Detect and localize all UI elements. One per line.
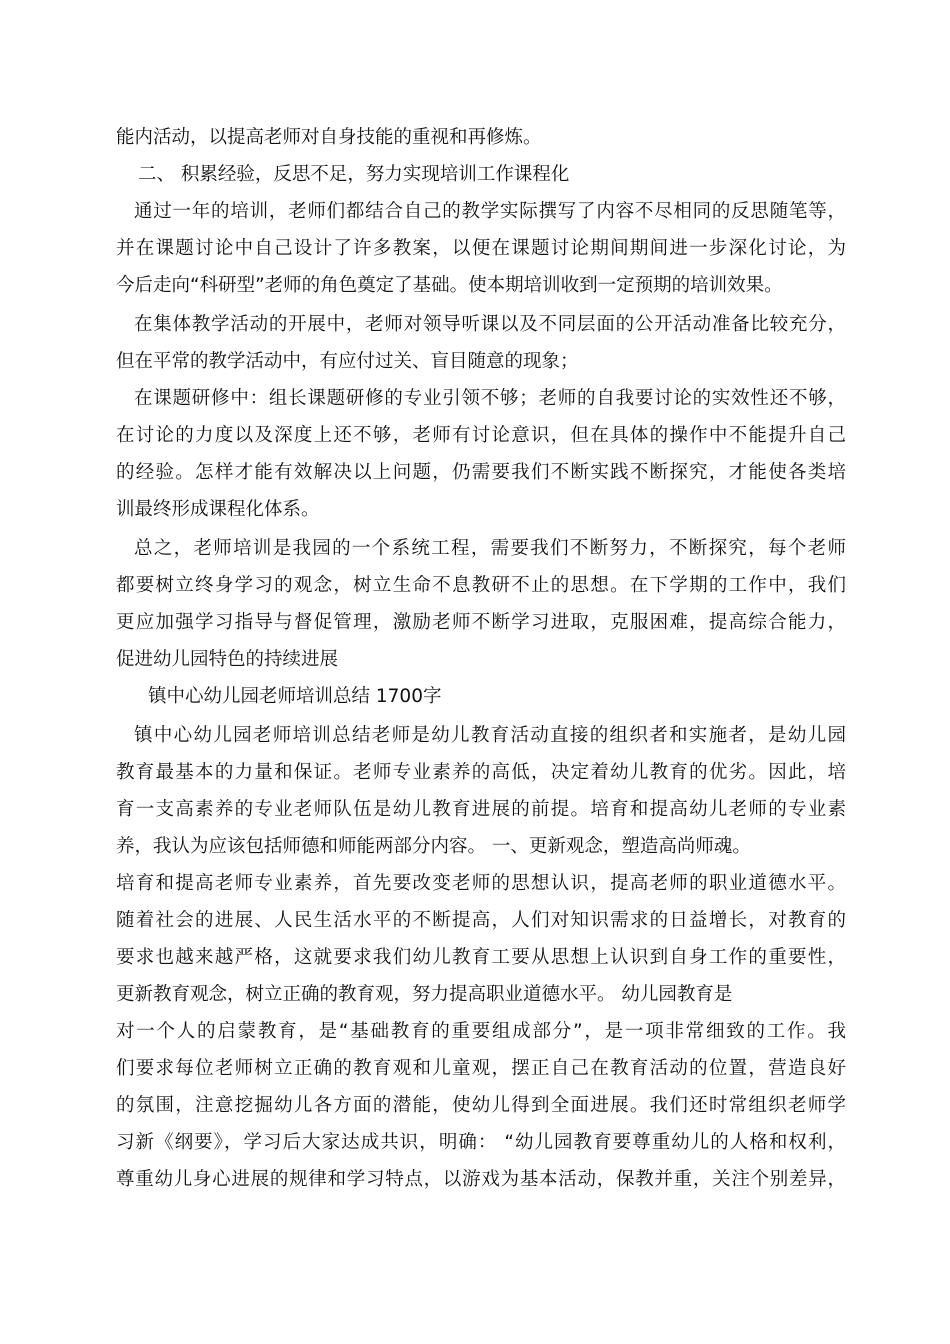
text-line: 并在课题讨论中自己设计了许多教案，以便在课题讨论期间期间进一步深化讨论，为 [116, 238, 846, 259]
text-line: 的经验。怎样才能有效解决以上问题，仍需要我们不断实践不断探究，才能使各类培 [116, 462, 846, 483]
text-line: 总之，老师培训是我园的一个系统工程，需要我们不断努力，不断探究，每个老师 [134, 538, 846, 559]
text-line: 随着社会的进展、人民生活水平的不断提高，人们对知识需求的日益增长，对教育的 [116, 910, 846, 931]
text-line: 习新《纲要》，学习后大家达成共识，明确： “幼儿园教育要尊重幼儿的人格和权利， [116, 1132, 846, 1153]
text-line: 能内活动，以提高老师对自身技能的重视和再修炼。 [116, 127, 542, 148]
text-line: 要求也越来越严格，这就要求我们幼儿教育工要从思想上认识到自身工作的重要性， [116, 947, 846, 968]
text-line: 在课题研修中：组长课题研修的专业引领不够；老师的自我要讨论的实效性还不够， [134, 388, 846, 409]
text-line: 养，我认为应该包括师德和师能两部分内容。 一、更新观念，塑造高尚师魂。 [116, 836, 751, 857]
text-line: 育一支高素养的专业老师队伍是幼儿教育进展的前提。培育和提高幼儿老师的专业素 [116, 799, 846, 820]
text-line: 培育和提高老师专业素养，首先要改变老师的思想认识，提高老师的职业道德水平。 [116, 873, 846, 894]
text-line: 通过一年的培训，老师们都结合自己的教学实际撰写了内容不尽相同的反思随笔等， [134, 201, 846, 222]
text-line: 更新教育观念，树立正确的教育观，努力提高职业道德水平。 幼儿园教育是 [116, 984, 733, 1005]
text-line: 更应加强学习指导与督促管理，激励老师不断学习进取，克服困难，提高综合能力， [116, 612, 846, 633]
text-line: 促进幼儿园特色的持续进展 [116, 649, 339, 670]
text-line: 在集体教学活动的开展中，老师对领导听课以及不同层面的公开活动准备比较充分， [134, 314, 846, 335]
text-line: 在讨论的力度以及深度上还不够，老师有讨论意识，但在具体的操作中不能提升自己 [116, 425, 846, 446]
text-line: 的氛围，注意挖掘幼儿各方面的潜能，使幼儿得到全面进展。我们还时常组织老师学 [116, 1095, 846, 1116]
text-line: 训最终形成课程化体系。 [116, 499, 320, 520]
text-line: 都要树立终身学习的观念，树立生命不息教研不止的思想。在下学期的工作中，我们 [116, 575, 846, 596]
text-line: 尊重幼儿身心进展的规律和学习特点，以游戏为基本活动，保教并重，关注个别差异， [116, 1169, 846, 1190]
text-line: 但在平常的教学活动中，有应付过关、盲目随意的现象； [116, 351, 579, 372]
text-line: 今后走向“科研型”老师的角色奠定了基础。使本期培训收到一定预期的培训效果。 [116, 275, 783, 296]
text-line: 镇中心幼儿园老师培训总结老师是幼儿教育活动直接的组织者和实施者，是幼儿园 [134, 725, 846, 746]
text-line: 教育最基本的力量和保证。老师专业素养的高低，决定着幼儿教育的优劣。因此，培 [116, 762, 846, 783]
section-heading: 二、 积累经验，反思不足，努力实现培训工作课程化 [138, 164, 570, 185]
text-line: 们要求每位老师树立正确的教育观和儿童观，摆正自己在教育活动的位置，营造良好 [116, 1058, 846, 1079]
text-line: 对一个人的启蒙教育，是“基础教育的重要组成部分”，是一项非常细致的工作。我 [116, 1021, 846, 1042]
article-title: 镇中心幼儿园老师培训总结 1700字 [148, 686, 442, 707]
